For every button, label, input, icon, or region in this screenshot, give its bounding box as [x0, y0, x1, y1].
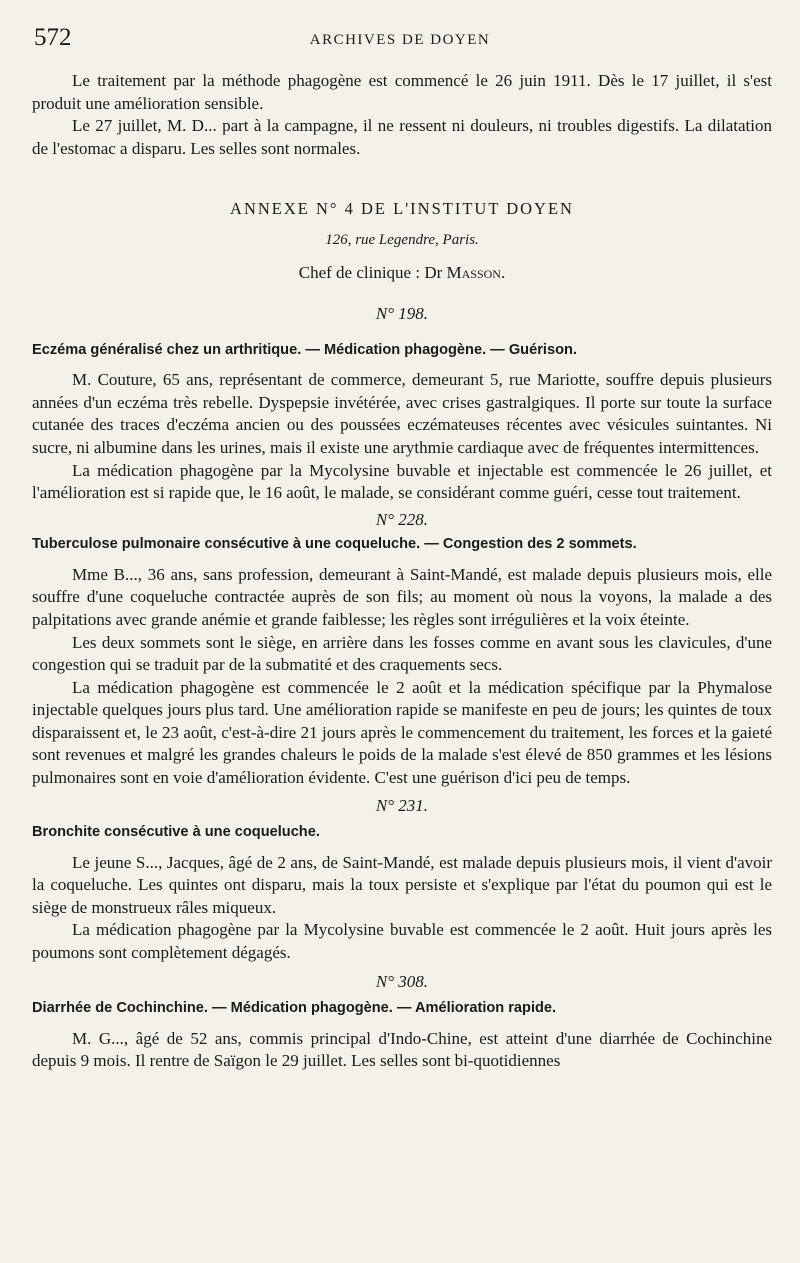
running-title: ARCHIVES DE DOYEN [309, 32, 491, 48]
case-number-231: N° 231. [375, 795, 429, 815]
intro-paragraph-2: Le 27 juillet, M. D... part à la campagne, il ne ressent ni douleurs, ni troubles digestifs. La dilatation de l'estomac a disparu. Les selles sont normales. [32, 116, 772, 158]
case-198-paragraph-2: La médication phagogène par la Mycolysine buvable et injectable est commencée le 26 juillet, et l'amélioration est si rapide que, le 16 août, le malade, se considérant comme guéri, cesse tout traitement. [32, 460, 772, 503]
chief-name: Masson. [446, 262, 506, 282]
annex-address: 126, rue Legendre, Paris. [325, 231, 479, 248]
case-heading-308: Diarrhée de Cochinchine. — Médication phagogène. — Amélioration rapide. [32, 1000, 557, 1017]
annex-title: ANNEXE N° 4 DE L'INSTITUT DOYEN [230, 199, 574, 219]
running-header [0, 24, 800, 54]
case-228-paragraph-3: La médication phagogène est commencée le 2 août et la médication spécifique par la Phymalose injectable quelques jours plus tard. Une amélioration rapide se manifeste en peu de jours; les quintes de toux disparaissent et, le 23 août, c'est-à-dire 21 jours après le commencement du traitement, les forces et la gaieté sont revenues et malgré les grandes chaleurs le poids de la malade s'est élevé de 850 grammes et les lésions pulmonaires sont en voie d'amélioration évidente. C'est une guérison d'ici peu de temps. [32, 677, 772, 788]
intro-paragraph-1: Le traitement par la méthode phagogène est commencé le 26 juin 1911. Dès le 17 juillet, il s'est produit une amélioration sensible. [32, 71, 772, 113]
case-heading-231: Bronchite consécutive à une coqueluche. [32, 824, 320, 841]
case-198-paragraph-1: M. Couture, 65 ans, représentant de commerce, demeurant 5, rue Mariotte, souffre depuis plusieurs années d'un eczéma très rebelle. Dyspepsie invétérée, avec crises gastralgiques. Il porte sur toute la surface cutanée des traces d'eczéma ancien ou des poussées eczémateuses récentes avec vésicules suintantes. Ni sucre, ni albumine dans les urines, mais il existe une arythmie cardiaque avec de fréquentes intermittences. [32, 370, 772, 457]
case-228-paragraph-2: Les deux sommets sont le siège, en arrière dans les fosses comme en avant sous les clavicules, d'une congestion qui se traduit par de la submatité et des craquements secs. [32, 632, 772, 675]
case-number-228: N° 228. [375, 509, 429, 529]
case-228-paragraph-1: Mme B..., 36 ans, sans profession, demeurant à Saint-Mandé, est malade depuis plusieurs mois, elle souffre d'une coqueluche contractée auprès de son fils; au moment où nous la voyons, la malade a des palpitations avec grande anémie et grande faiblesse; les règles sont irrégulières et la voix éteinte. [32, 564, 772, 629]
case-heading-228: Tuberculose pulmonaire consécutive à une coqueluche. — Congestion des 2 sommets. [32, 536, 637, 553]
case-number-308: N° 308. [375, 971, 429, 991]
annex-chief [32, 262, 772, 285]
chief-label: Chef de clinique : Dr [298, 262, 443, 282]
body-text [32, 70, 772, 1073]
case-231-paragraph-2: La médication phagogène par la Mycolysine buvable est commencée le 2 août. Huit jours après les poumons sont complètement dégagés. [32, 920, 772, 963]
case-heading-198: Eczéma généralisé chez un arthritique. — Médication phagogène. — Guérison. [32, 341, 577, 358]
case-number-198: N° 198. [375, 304, 429, 324]
case-308-paragraph-1: M. G..., âgé de 52 ans, commis principal d'Indo-Chine, est atteint d'une diarrhée de Cochinchine depuis 9 mois. Il rentre de Saïgon le 29 juillet. Les selles sont bi-quotidiennes [32, 1028, 772, 1071]
page-number: 572 [34, 24, 72, 51]
case-231-paragraph-1: Le jeune S..., Jacques, âgé de 2 ans, de Saint-Mandé, est malade depuis plusieurs mois, il vient d'avoir la coqueluche. Les quintes ont disparu, mais la toux persiste et s'explique par l'état du poumon qui est le siège de monstrueux râles miqueux. [32, 852, 772, 917]
